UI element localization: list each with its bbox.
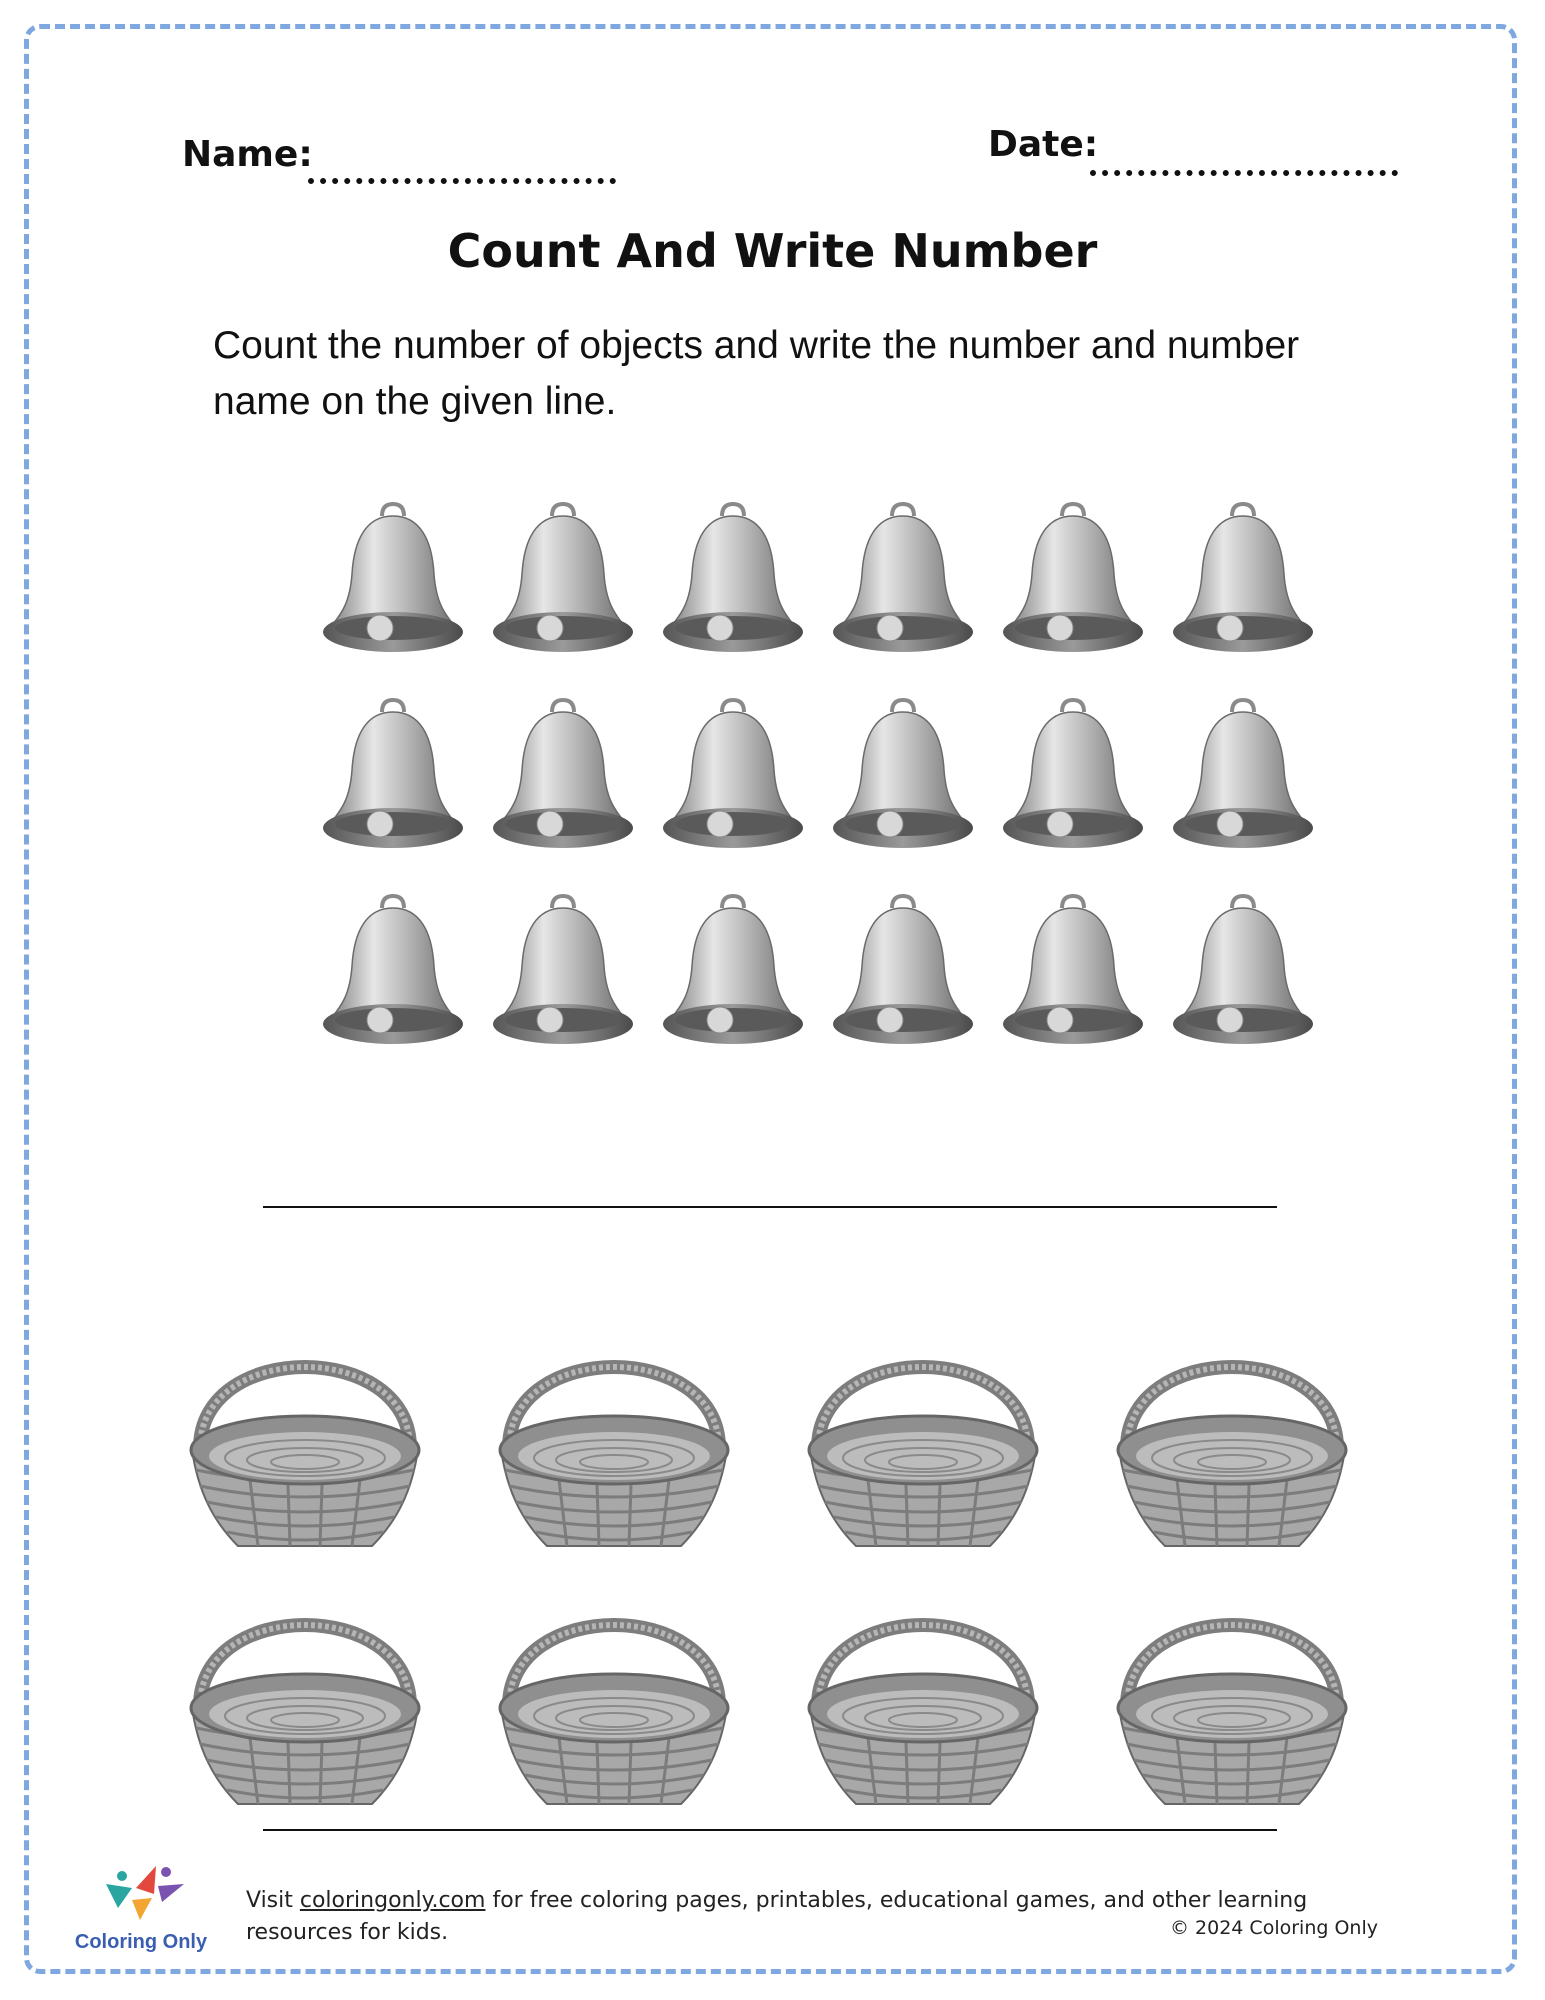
date-label: Date: bbox=[988, 124, 1099, 165]
bells-grid bbox=[318, 502, 1318, 1054]
baskets-grid bbox=[180, 1320, 1357, 1828]
baskets-answer-line[interactable] bbox=[263, 1829, 1277, 1831]
bell-icon bbox=[1168, 502, 1318, 662]
name-label: Name: bbox=[182, 134, 313, 175]
bell-icon bbox=[1168, 698, 1318, 858]
date-input-line[interactable] bbox=[1090, 170, 1398, 176]
basket-icon bbox=[798, 1578, 1048, 1828]
footer-text-prefix: Visit bbox=[246, 1888, 300, 1913]
bell-icon bbox=[828, 894, 978, 1054]
footer-link[interactable]: coloringonly.com bbox=[299, 1888, 486, 1913]
bells-answer-line[interactable] bbox=[263, 1206, 1277, 1208]
bell-icon bbox=[658, 698, 808, 858]
bell-icon bbox=[658, 502, 808, 662]
basket-icon bbox=[180, 1320, 430, 1570]
coloring-only-logo[interactable] bbox=[66, 1858, 216, 1958]
bell-icon bbox=[488, 894, 638, 1054]
basket-icon bbox=[798, 1320, 1048, 1570]
bell-icon bbox=[318, 698, 468, 858]
bell-icon bbox=[488, 502, 638, 662]
coloring-only-logo-icon bbox=[96, 1858, 186, 1924]
basket-icon bbox=[1107, 1578, 1357, 1828]
name-input-line[interactable] bbox=[308, 178, 616, 184]
footer-text-suffix: for free coloring pages, printables, educational games, and other learning resources for kids. bbox=[246, 1888, 1308, 1945]
basket-icon bbox=[489, 1578, 739, 1828]
bell-icon bbox=[318, 502, 468, 662]
bell-icon bbox=[488, 698, 638, 858]
basket-icon bbox=[1107, 1320, 1357, 1570]
bell-icon bbox=[658, 894, 808, 1054]
logo-text: Coloring Only bbox=[74, 1931, 208, 1953]
basket-icon bbox=[180, 1578, 430, 1828]
bell-icon bbox=[1168, 894, 1318, 1054]
copyright: © 2024 Coloring Only bbox=[1170, 1917, 1378, 1939]
page-title: Count And Write Number bbox=[447, 224, 1098, 278]
instructions: Count the number of objects and write the number and number name on the given line. bbox=[213, 324, 1300, 423]
bell-icon bbox=[998, 502, 1148, 662]
bell-icon bbox=[998, 698, 1148, 858]
basket-icon bbox=[489, 1320, 739, 1570]
bell-icon bbox=[828, 502, 978, 662]
bell-icon bbox=[828, 698, 978, 858]
bell-icon bbox=[998, 894, 1148, 1054]
bell-icon bbox=[318, 894, 468, 1054]
